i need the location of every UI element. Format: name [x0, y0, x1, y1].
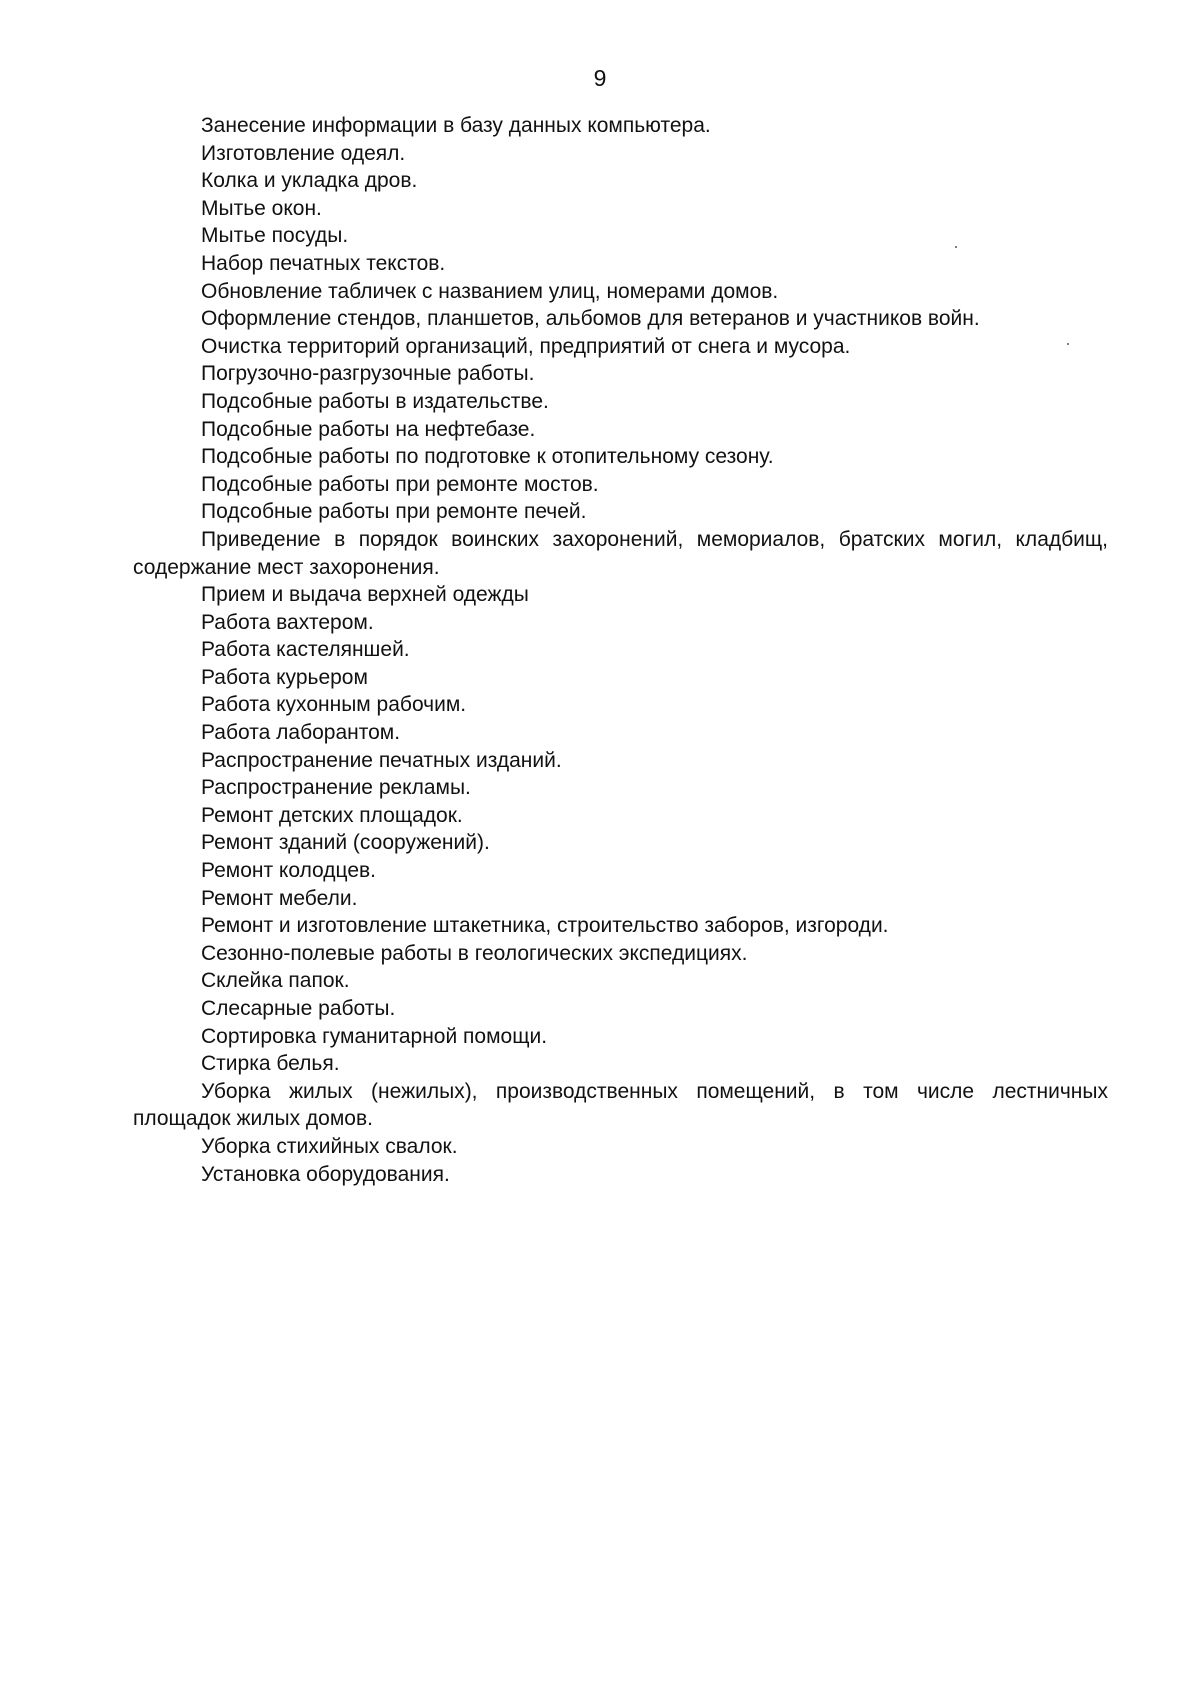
list-item: Уборка жилых (нежилых), производственных помещений, в том числе лестничных площадок жилых домов.: [133, 1079, 1108, 1131]
list-item: Подсобные работы по подготовке к отопительному сезону.: [201, 445, 774, 469]
list-item: Ремонт мебели.: [201, 886, 358, 910]
list-item: Слесарные работы.: [201, 997, 396, 1020]
list-item: Работа лаборантом.: [201, 721, 401, 745]
scan-speck: [955, 246, 957, 248]
list-item: Занесение информации в базу данных компьютера.: [201, 114, 711, 137]
list-item: Стирка белья.: [201, 1052, 340, 1076]
list-item: Очистка территорий организаций, предприятий от снега и мусора.: [201, 334, 851, 358]
list-item: Подсобные работы в издательстве.: [201, 389, 549, 413]
list-item: Мытье окон.: [201, 196, 322, 220]
list-item: Изготовление одеял.: [201, 141, 406, 165]
list-item: Подсобные работы при ремонте печей.: [201, 500, 587, 524]
list-item: Распространение печатных изданий.: [201, 748, 562, 772]
page-number: 9: [593, 65, 607, 91]
list-item: Работа вахтером.: [201, 610, 374, 634]
list-item: Уборка стихийных свалок.: [201, 1134, 458, 1158]
list-item: Ремонт зданий (сооружений).: [201, 831, 490, 855]
list-item: Работа кухонным рабочим.: [201, 693, 467, 717]
list-item: Склейка папок.: [201, 969, 350, 993]
list-item: Оформление стендов, планшетов, альбомов для ветеранов и участников войн.: [201, 307, 980, 331]
list-item: Набор печатных текстов.: [201, 251, 446, 275]
list-item: Обновление табличек с названием улиц, номерами домов.: [201, 279, 779, 303]
list-item: Погрузочно-разгрузочные работы.: [201, 362, 535, 386]
list-item: Подсобные работы на нефтебазе.: [201, 417, 536, 441]
list-item: Распространение рекламы.: [201, 776, 471, 800]
list-item: Работа курьером: [201, 665, 368, 689]
list-item: Ремонт детских площадок.: [201, 803, 463, 827]
list-item: Приведение в порядок воинских захоронений, мемориалов, братских могил, кладбищ, содержание мест захоронения.: [133, 527, 1108, 579]
list-item: Прием и выдача верхней одежды: [201, 583, 529, 607]
scan-speck: [1067, 343, 1069, 345]
list-item: Сезонно-полевые работы в геологических экспедициях.: [201, 941, 748, 965]
list-item: Подсобные работы при ремонте мостов.: [201, 472, 599, 496]
list-item: Установка оборудования.: [201, 1162, 450, 1186]
list-item: Ремонт и изготовление штакетника, строительство заборов, изгороди.: [201, 914, 889, 938]
list-item: Сортировка гуманитарной помощи.: [201, 1024, 548, 1048]
list-item: Мытье посуды.: [201, 224, 349, 248]
list-item: Работа кастеляншей.: [201, 638, 410, 662]
work-types-list: [133, 112, 1108, 1188]
list-item: Колка и укладка дров.: [201, 169, 418, 193]
list-item: Ремонт колодцев.: [201, 859, 376, 883]
